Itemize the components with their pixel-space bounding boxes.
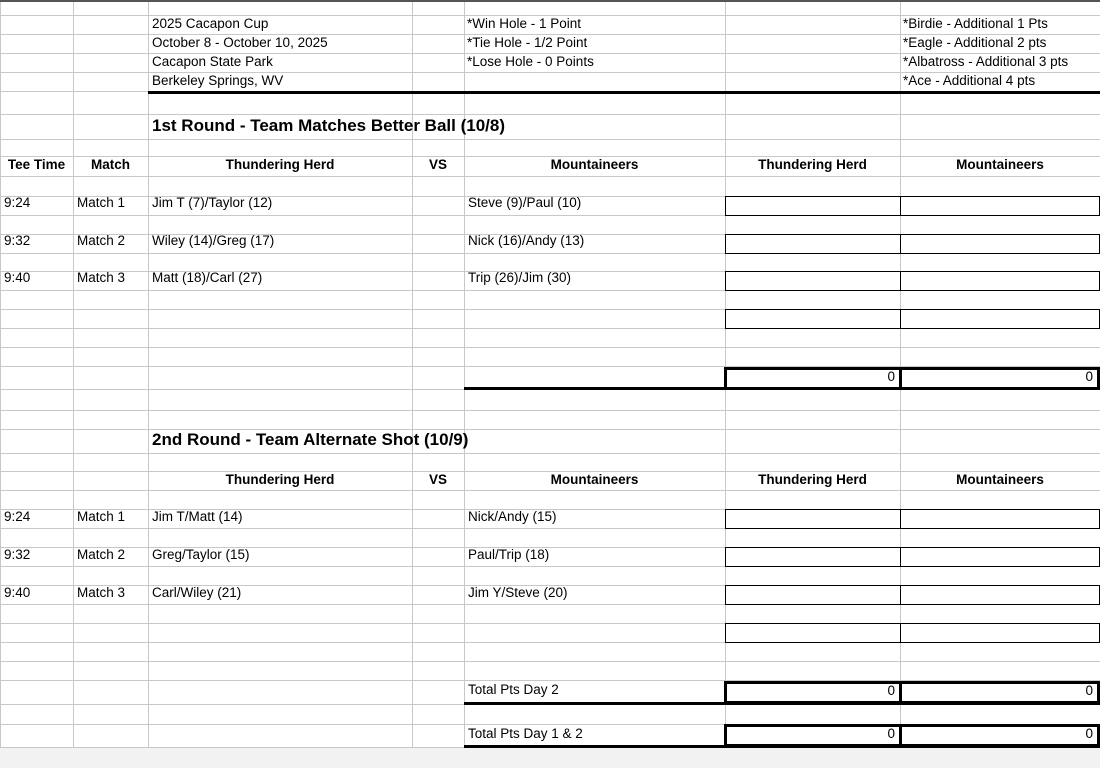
col-score-a: Thundering Herd: [758, 157, 867, 172]
r1-m1-team-b: Steve (9)/Paul (10): [468, 195, 582, 210]
r2-col-team-a: Thundering Herd: [225, 472, 335, 487]
day2-total-a[interactable]: 0: [724, 681, 902, 704]
rule-tie: *Tie Hole - 1/2 Point: [467, 35, 588, 50]
r2-m1-score-b[interactable]: [900, 509, 1100, 529]
r1-m1-match: Match 1: [77, 195, 126, 210]
r1-total-divider: [464, 387, 1100, 390]
round1-title: 1st Round - Team Matches Better Ball (10/8): [152, 116, 505, 135]
r2-m3-score-a[interactable]: [725, 585, 901, 605]
day2-total-label: Total Pts Day 2: [468, 682, 559, 697]
r1-extra-score-a[interactable]: [725, 309, 901, 329]
r1-total-b[interactable]: 0: [899, 367, 1100, 390]
r2-extra-score-b[interactable]: [900, 623, 1100, 643]
col-team-b: Mountaineers: [550, 157, 639, 172]
bonus-birdie: *Birdie - Additional 1 Pts: [903, 16, 1048, 31]
r2-m2-time: 9:32: [4, 547, 31, 562]
r1-m2-score-a[interactable]: [725, 234, 901, 254]
col-tee-time: Tee Time: [7, 157, 66, 172]
col-match: Match: [90, 157, 130, 172]
r1-m2-time: 9:32: [4, 233, 31, 248]
bonus-ace: *Ace - Additional 4 pts: [903, 73, 1036, 88]
r2-m2-score-a[interactable]: [725, 547, 901, 567]
r1-m1-team-a: Jim T (7)/Taylor (12): [152, 195, 273, 210]
r2-m1-team-a: Jim T/Matt (14): [152, 509, 243, 524]
r2-col-score-b: Mountaineers: [956, 472, 1044, 487]
r1-m1-score-a[interactable]: [725, 196, 901, 216]
r1-m2-team-a: Wiley (14)/Greg (17): [152, 233, 275, 248]
top-border: [0, 0, 1100, 2]
overall-total-b[interactable]: 0: [899, 724, 1100, 747]
event-title: 2025 Cacapon Cup: [152, 16, 269, 31]
col-score-b: Mountaineers: [956, 157, 1044, 172]
event-venue: Cacapon State Park: [152, 54, 273, 69]
r1-m2-score-b[interactable]: [900, 234, 1100, 254]
event-dates: October 8 - October 10, 2025: [152, 35, 328, 50]
r2-m1-score-a[interactable]: [725, 509, 901, 529]
rule-lose: *Lose Hole - 0 Points: [467, 54, 594, 69]
day2-divider: [464, 702, 1100, 705]
r2-col-score-a: Thundering Herd: [758, 472, 867, 487]
r2-m3-time: 9:40: [4, 585, 31, 600]
r2-col-team-b: Mountaineers: [550, 472, 639, 487]
overall-total-label: Total Pts Day 1 & 2: [468, 726, 583, 741]
r1-m2-match: Match 2: [77, 233, 126, 248]
overall-total-a[interactable]: 0: [724, 724, 902, 747]
r2-extra-score-a[interactable]: [725, 623, 901, 643]
r1-m3-score-b[interactable]: [900, 271, 1100, 291]
col-vs: VS: [428, 157, 447, 172]
r2-m2-score-b[interactable]: [900, 547, 1100, 567]
r1-extra-score-b[interactable]: [900, 309, 1100, 329]
r2-m3-team-a: Carl/Wiley (21): [152, 585, 242, 600]
r1-m3-team-a: Matt (18)/Carl (27): [152, 270, 263, 285]
r2-col-vs: VS: [428, 472, 447, 487]
bonus-albatross: *Albatross - Additional 3 pts: [903, 54, 1069, 69]
r2-m2-match: Match 2: [77, 547, 126, 562]
r1-total-a[interactable]: 0: [724, 367, 902, 390]
r2-m1-time: 9:24: [4, 509, 31, 524]
r1-m3-time: 9:40: [4, 270, 31, 285]
r1-m3-team-b: Trip (26)/Jim (30): [468, 270, 572, 285]
r1-m2-team-b: Nick (16)/Andy (13): [468, 233, 585, 248]
bonus-eagle: *Eagle - Additional 2 pts: [903, 35, 1047, 50]
r1-m3-score-a[interactable]: [725, 271, 901, 291]
r2-m3-match: Match 3: [77, 585, 126, 600]
day2-total-b[interactable]: 0: [899, 681, 1100, 704]
col-team-a: Thundering Herd: [225, 157, 335, 172]
r2-m2-team-b: Paul/Trip (18): [468, 547, 550, 562]
r1-m1-score-b[interactable]: [900, 196, 1100, 216]
round2-title: 2nd Round - Team Alternate Shot (10/9): [152, 430, 469, 449]
r1-m3-match: Match 3: [77, 270, 126, 285]
r2-m1-team-b: Nick/Andy (15): [468, 509, 557, 524]
r2-m3-score-b[interactable]: [900, 585, 1100, 605]
overall-divider: [464, 745, 1100, 748]
r1-m1-time: 9:24: [4, 195, 31, 210]
r2-m3-team-b: Jim Y/Steve (20): [468, 585, 568, 600]
rule-win: *Win Hole - 1 Point: [467, 16, 582, 31]
r2-m2-team-a: Greg/Taylor (15): [152, 547, 250, 562]
event-location: Berkeley Springs, WV: [152, 73, 284, 88]
header-divider: [148, 91, 1100, 94]
r2-m1-match: Match 1: [77, 509, 126, 524]
